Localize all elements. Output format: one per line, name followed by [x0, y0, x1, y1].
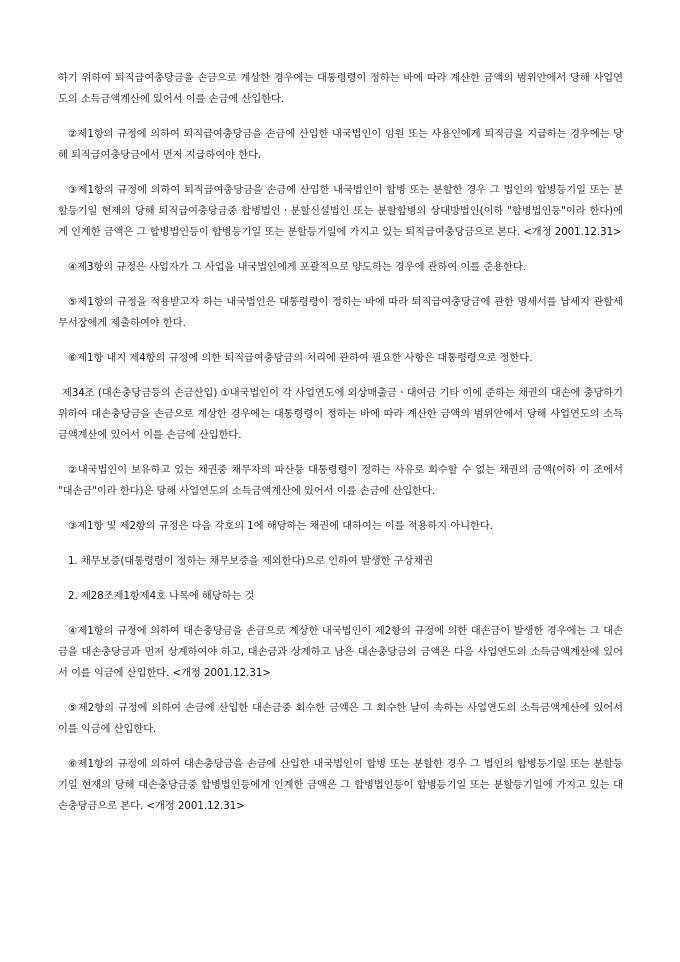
- article-34-clause-5: ⑤제2항의 규정에 의하여 손금에 산입한 대손금중 회수한 금액은 그 회수한 날이 속하는 사업연도의 소득금액계산에 있어서 이를 익금에 산입한다.: [58, 703, 623, 735]
- article-34-clause-2: ②내국법인이 보유하고 있는 채권중 채무자의 파산등 대통령령이 정하는 사유로 회수할 수 없는 채권의 금액(이하 이 조에서 "대손금"이라 한다)은 당해 사업연도의 소득금액계산에 있어서 이를 손금에 산입한다.: [58, 465, 623, 497]
- paragraph-clause-2: ②제1항의 규정에 의하여 퇴직급여충당금을 손금에 산입한 내국법인이 임원 또는 사용인에게 퇴직금을 지급하는 경우에는 당해 퇴직급여충당금에서 먼저 지급하여야 한다.: [58, 129, 623, 161]
- article-34-item-1: 1. 채무보증(대통령령이 정하는 채무보증을 제외한다)으로 인하여 발생한 구상채권: [68, 556, 434, 567]
- paragraph-clause-6: ⑥제1항 내지 제4항의 규정에 의한 퇴직급여충당금의 처리에 관하여 필요한 사항은 대통령령으로 정한다.: [68, 353, 533, 364]
- paragraph-continuation: 하기 위하여 퇴직급여충당금을 손금으로 계상한 경우에는 대통령령이 정하는 바에 따라 계산한 금액의 범위안에서 당해 사업연도의 소득금액계산에 있어서 이를 손금에 산입한다.: [58, 73, 623, 105]
- article-34-clause-3: ③제1항 및 제2항의 규정은 다음 각호의 1에 해당하는 채권에 대하여는 이를 적용하지 아니한다.: [68, 521, 493, 532]
- paragraph-clause-3: ③제1항의 규정에 의하여 퇴직급여충당금을 손금에 산입한 내국법인이 합병 또는 분할한 경우 그 법인의 합병등기일 또는 분할등기일 현재의 당해 퇴직급여충당금중 합병법인ㆍ분할신설법인 또는 분할합병의 상대방법인(이하 "합병법인등"이라 한다)에게 인계한 금액은 그 합병법인등이 합병등기일 또는 분할등기일에 가지고 있는 퇴직급여충당금으로 본다. <개정 2001.12.31>: [58, 185, 623, 238]
- document-page: [58, 68, 623, 831]
- article-34-heading: 제34조 (대손충당금등의 손금산입) ①내국법인이 각 사업연도에 외상매출금ㆍ대여금 기타 이에 준하는 채권의 대손에 충당하기 위하여 대손충당금을 손금으로 계상한 경우에는 대통령령이 정하는 바에 따라 계산한 금액의 범위안에서 당해 사업연도의 소득금액계산에 있어서 이를 손금에 산입한다.: [58, 388, 623, 441]
- article-34-clause-4: ④제1항의 규정에 의하여 대손충당금을 손금으로 계상한 내국법인이 제2항의 규정에 의한 대손금이 발생한 경우에는 그 대손금을 대손충당금과 먼저 상계하여야 하고, 대손금과 상계하고 남은 대손충당금의 금액은 다음 사업연도의 소득금액계산에 있어서 이를 익금에 산입한다. <개정 2001.12.31>: [58, 626, 623, 679]
- paragraph-clause-5: ⑤제1항의 규정을 적용받고자 하는 내국법인은 대통령령이 정하는 바에 따라 퇴직급여충당금에 관한 명세서를 납세지 관할세무서장에게 제출하여야 한다.: [58, 297, 623, 329]
- article-34-clause-6: ⑥제1항의 규정에 의하여 대손충당금을 손금에 산입한 내국법인이 합병 또는 분할한 경우 그 법인의 합병등기일 또는 분할등기일 현재의 당해 대손충당금중 합병법인등에게 인계한 금액은 그 합병법인등이 합병등기일 또는 분할등기일에 가지고 있는 대손충당금으로 본다. <개정 2001.12.31>: [58, 759, 623, 812]
- article-34-item-2: 2. 제28조제1항제4호 나목에 해당하는 것: [68, 591, 255, 602]
- paragraph-clause-4: ④제3항의 규정은 사업자가 그 사업을 내국법인에게 포괄적으로 양도하는 경우에 관하여 이를 준용한다.: [68, 262, 526, 273]
